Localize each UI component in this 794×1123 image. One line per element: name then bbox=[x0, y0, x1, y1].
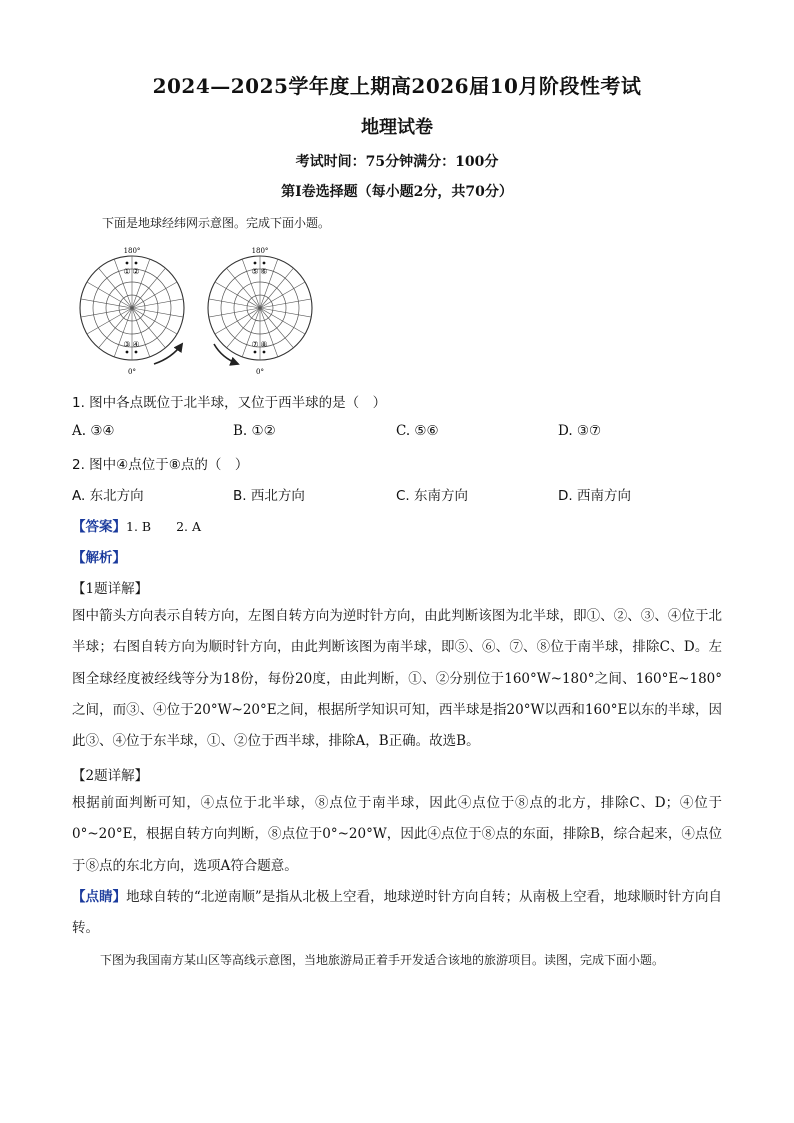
tip-text: 地球自转的“北逆南顺”是指从北极上空看，地球逆时针方向自转；从南极上空看，地球顺时针方向自转。 bbox=[72, 889, 722, 937]
point-2-label: ② bbox=[132, 267, 140, 276]
detail-2-label: 【2题详解】 bbox=[72, 768, 149, 784]
point-7-label: ⑦ bbox=[251, 340, 259, 349]
q1-option-a[interactable]: A. ③④ bbox=[72, 423, 115, 439]
intro-text-1: 下面是地球经纬网示意图。完成下面小题。 bbox=[102, 216, 331, 230]
dot-4 bbox=[135, 351, 138, 354]
intro-text-2: 下图为我国南方某山区等高线示意图，当地旅游局正着手开发适合该地的旅游项目。读图，完成下面小题。 bbox=[100, 953, 665, 967]
analysis-label: 【解析】 bbox=[72, 550, 126, 566]
detail-1-text: 图中箭头方向表示自转方向，左图自转方向为逆时针方向，由此判断该图为北半球，即①、②、③、④位于北半球；右图自转方向为顺时针方向，由此判断该图为南半球，即⑤、⑥、⑦、⑧位于南半球，排除C、D。左图全球经度被经线等分为18份，每份20度，由此判断，①、②分别位于160°W~180°之间、160°E~180°之间，而③、④位于20°W~20°E之间，根据所学知识可知，西半球是指20°W以西和160°E以东的半球，因此③、④位于东半球，①、②位于西半球，排除A，B正确。故选B。 bbox=[72, 608, 722, 750]
detail-1-label: 【1题详解】 bbox=[72, 581, 149, 597]
point-8-label: ⑧ bbox=[260, 340, 268, 349]
dot-1 bbox=[126, 262, 129, 265]
exam-info: 考试时间：75分钟满分：100分 bbox=[295, 154, 499, 170]
left-bottom-label: 0° bbox=[128, 368, 136, 376]
dot-5 bbox=[254, 262, 257, 265]
meridian-line-8 bbox=[132, 308, 150, 357]
dot-3 bbox=[126, 351, 129, 354]
rotation-arrow-counterclockwise-icon bbox=[154, 344, 182, 364]
dot-7 bbox=[254, 351, 257, 354]
point-1-label: ① bbox=[123, 267, 131, 276]
graticule-figure bbox=[72, 240, 322, 376]
dot-8 bbox=[263, 351, 266, 354]
detail-2-text: 根据前面判断可知，④点位于北半球，⑧点位于南半球，因此④点位于⑧点的北方，排除C、D；④位于0°~20°E，根据自转方向判断，⑧点位于0°~20°W，因此④点位于⑧点的东面，排除B，综合起来，④点位于⑧点的东北方向，选项A符合题意。 bbox=[72, 795, 722, 874]
q1-option-d[interactable]: D. ③⑦ bbox=[558, 423, 602, 439]
section-title: 第Ⅰ卷选择题（每小题2分，共70分） bbox=[281, 184, 513, 200]
tip-paragraph bbox=[72, 882, 722, 945]
meridian-line-8 bbox=[260, 308, 278, 357]
point-6-label: ⑥ bbox=[260, 267, 268, 276]
tip-label: 【点睛】 bbox=[72, 889, 127, 905]
dot-6 bbox=[263, 262, 266, 265]
q1-option-c[interactable]: C. ⑤⑥ bbox=[396, 423, 439, 439]
dot-2 bbox=[135, 262, 138, 265]
q2-option-b[interactable]: B. 西北方向 bbox=[233, 488, 305, 504]
q2-option-c[interactable]: C. 东南方向 bbox=[396, 488, 469, 504]
meridian-line-10 bbox=[114, 308, 132, 357]
meridian-line-10 bbox=[242, 308, 260, 357]
answer-label: 【答案】 bbox=[72, 519, 126, 535]
question-2-stem: 2. 图中④点位于⑧点的（ ） bbox=[72, 457, 249, 473]
exam-title: 2024—2025学年度上期高2026届10月阶段性考试 bbox=[152, 74, 642, 98]
left-top-label: 180° bbox=[123, 247, 141, 255]
right-bottom-label: 0° bbox=[256, 368, 264, 376]
right-top-label: 180° bbox=[251, 247, 269, 255]
point-3-label: ③ bbox=[123, 340, 131, 349]
q1-option-b[interactable]: B. ①② bbox=[233, 423, 276, 439]
point-5-label: ⑤ bbox=[251, 267, 259, 276]
q2-option-a[interactable]: A. 东北方向 bbox=[72, 488, 144, 504]
question-1-stem: 1. 图中各点既位于北半球，又位于西半球的是（ ） bbox=[72, 395, 387, 411]
q2-option-d[interactable]: D. 西南方向 bbox=[558, 488, 631, 504]
point-4-label: ④ bbox=[132, 340, 140, 349]
subject-title: 地理试卷 bbox=[361, 117, 433, 138]
answer-line bbox=[72, 515, 201, 535]
answer-value: 1. B 2. A bbox=[126, 519, 202, 534]
